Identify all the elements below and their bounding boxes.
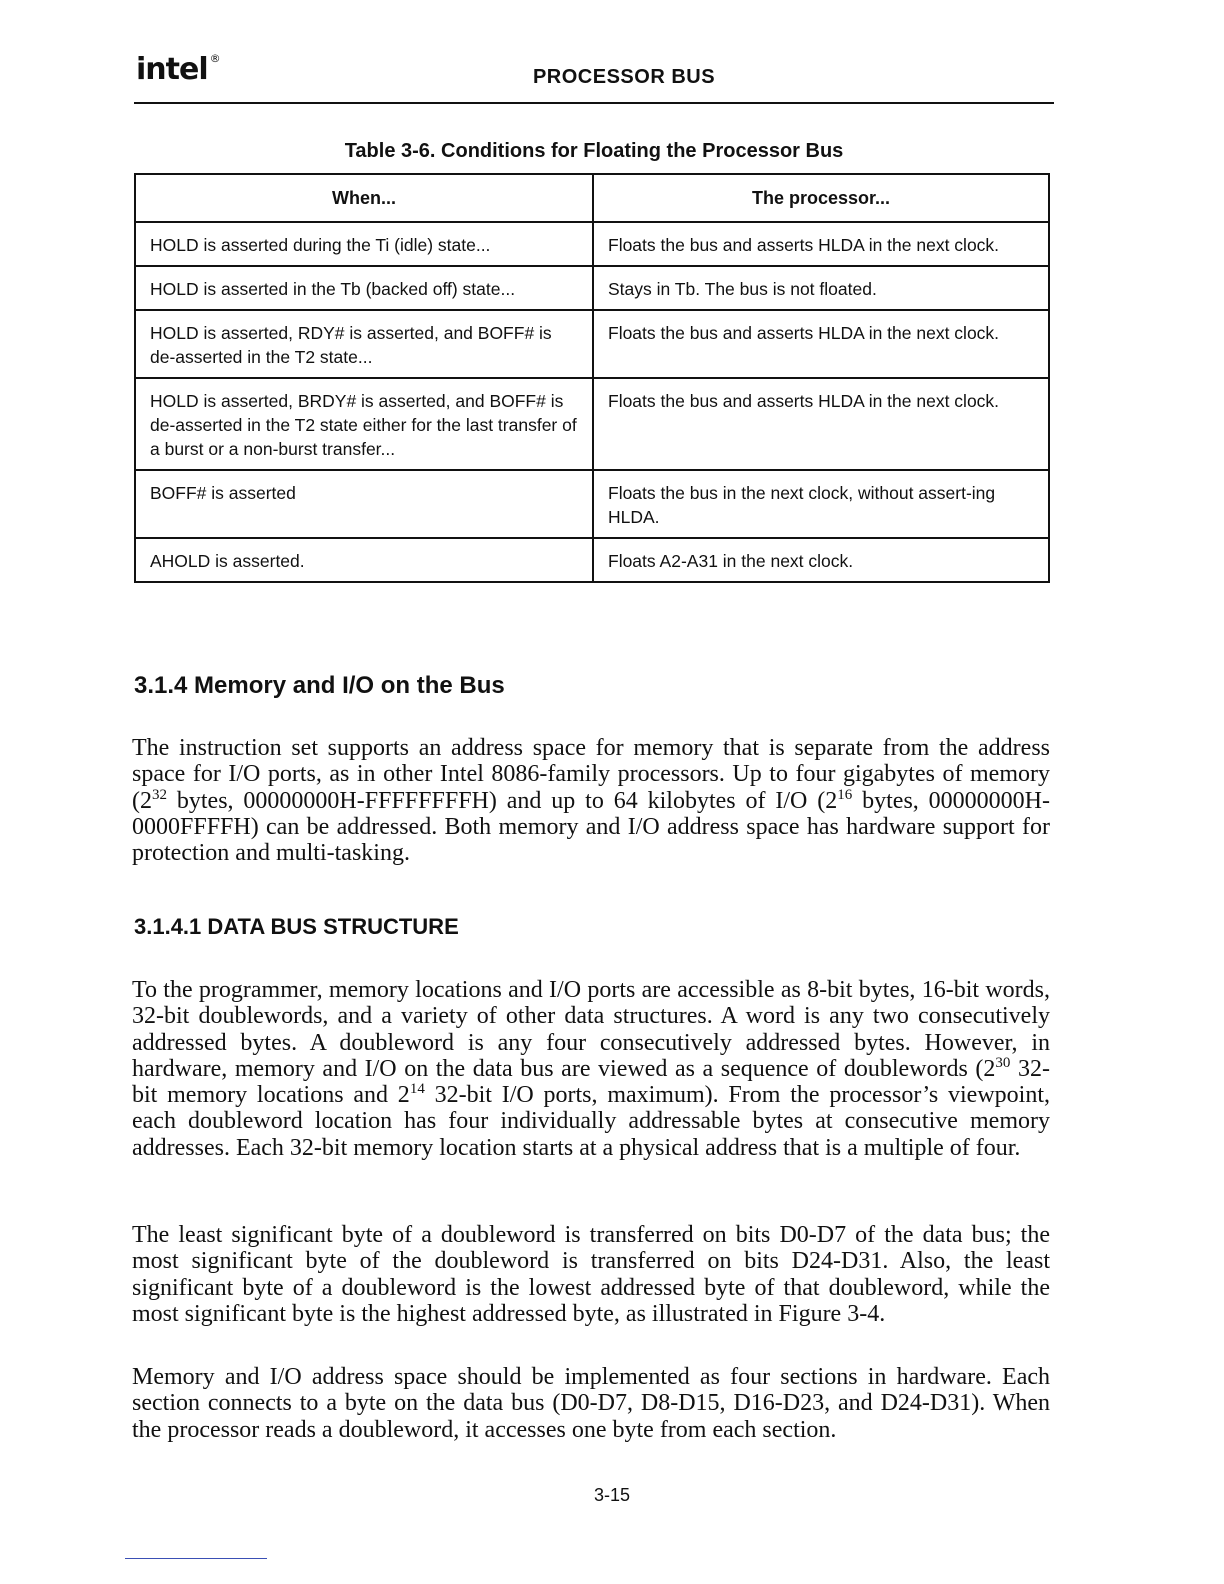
table-row (135, 470, 1049, 538)
table-row (135, 538, 1049, 582)
action-cell: Floats A2-A31 in the next clock. (593, 538, 1049, 582)
text-run: 32-bit I/O ports, maximum). From the processor’s viewpoint, each doubleword location has four individually addressable bytes at consecutive memory addresses. Each 32-bit memory location starts at a physical address that is a multiple of four. (132, 1082, 1050, 1161)
section-heading: 3.1.4 Memory and I/O on the Bus (134, 672, 505, 699)
action-cell: Stays in Tb. The bus is not floated. (593, 266, 1049, 310)
subsection-heading: 3.1.4.1 DATA BUS STRUCTURE (134, 914, 459, 939)
action-cell: Floats the bus and asserts HLDA in the next clock. (593, 378, 1049, 470)
table-caption: Table 3-6. Conditions for Floating the Processor Bus (344, 140, 844, 162)
text-run: bytes, 00000000H-0000FFFFH) can be addressed. Both memory and I/O address space has hardware support for protection and multi-tasking. (132, 787, 1051, 867)
action-cell: Floats the bus in the next clock, without assert-ing HLDA. (593, 470, 1049, 538)
when-cell: HOLD is asserted, BRDY# is asserted, and BOFF# is de-asserted in the T2 state either for the last transfer of a burst or a non-burst transfer... (135, 378, 593, 470)
subsection-paragraph-2: The least significant byte of a doubleword is transferred on bits D0-D7 of the data bus; the most significant byte of the doubleword is transferred on bits D24-D31. Also, the least significant byte of a doubleword is the lowest addressed byte of that doubleword, while the most significant byte is the highest addressed byte, as illustrated in Figure 3-4. (132, 1222, 1050, 1327)
superscript: 30 (995, 1054, 1011, 1071)
column-header-processor: The processor... (593, 174, 1049, 222)
when-cell: HOLD is asserted, RDY# is asserted, and BOFF# is de-asserted in the T2 state... (135, 310, 593, 378)
text-run: To the programmer, memory locations and I/O ports are accessible as 8-bit bytes, 16-bit words, 32-bit doublewords, and a variety of other data structures. A word is any two consecutively addressed bytes. A doubleword is any four consecutively addressed bytes. However, in hardware, memory and I/O on the data bus are viewed as a sequence of doublewords (2 (132, 977, 1050, 1082)
text-run: bytes, 00000000H-FFFFFFFFH) and up to 64 kilobytes of I/O (2 (167, 787, 838, 814)
superscript: 14 (409, 1081, 425, 1098)
text-run: The instruction set supports an address space for memory that is separate from the address space for I/O ports, as in other Intel 8086-family processors. Up to four gigabytes of memory (2 (132, 735, 1050, 814)
action-cell: Floats the bus and asserts HLDA in the next clock. (593, 310, 1049, 378)
when-cell: AHOLD is asserted. (135, 538, 593, 582)
text-run: 32-bit memory locations and 2 (132, 1055, 1050, 1109)
running-title: PROCESSOR BUS (532, 66, 716, 88)
table-row (135, 266, 1049, 310)
table-header-row (135, 174, 1049, 222)
action-cell: Floats the bus and asserts HLDA in the next clock. (593, 222, 1049, 266)
table-row (135, 222, 1049, 266)
when-cell: HOLD is asserted during the Ti (idle) state... (135, 222, 593, 266)
subsection-paragraph-1 (132, 977, 1050, 1161)
superscript: 32 (152, 786, 167, 803)
conditions-table (134, 173, 1050, 583)
subsection-paragraph-3: Memory and I/O address space should be implemented as four sections in hardware. Each section connects to a byte on the data bus (D0-D7, D8-D15, D16-D23, and D24-D31). When the processor reads a doubleword, it accesses one byte from each section. (132, 1364, 1050, 1443)
when-cell: BOFF# is asserted (135, 470, 593, 538)
superscript: 16 (837, 786, 853, 803)
when-cell: HOLD is asserted in the Tb (backed off) state... (135, 266, 593, 310)
table-row (135, 310, 1049, 378)
table-row (135, 378, 1049, 470)
registered-mark: ® (209, 52, 220, 65)
footer-rule (125, 1558, 267, 1559)
page-header (134, 44, 1054, 104)
page-number: 3-15 (593, 1485, 631, 1505)
section-paragraph (132, 735, 1050, 866)
logo-text: intel (136, 52, 208, 87)
column-header-when: When... (135, 174, 593, 222)
